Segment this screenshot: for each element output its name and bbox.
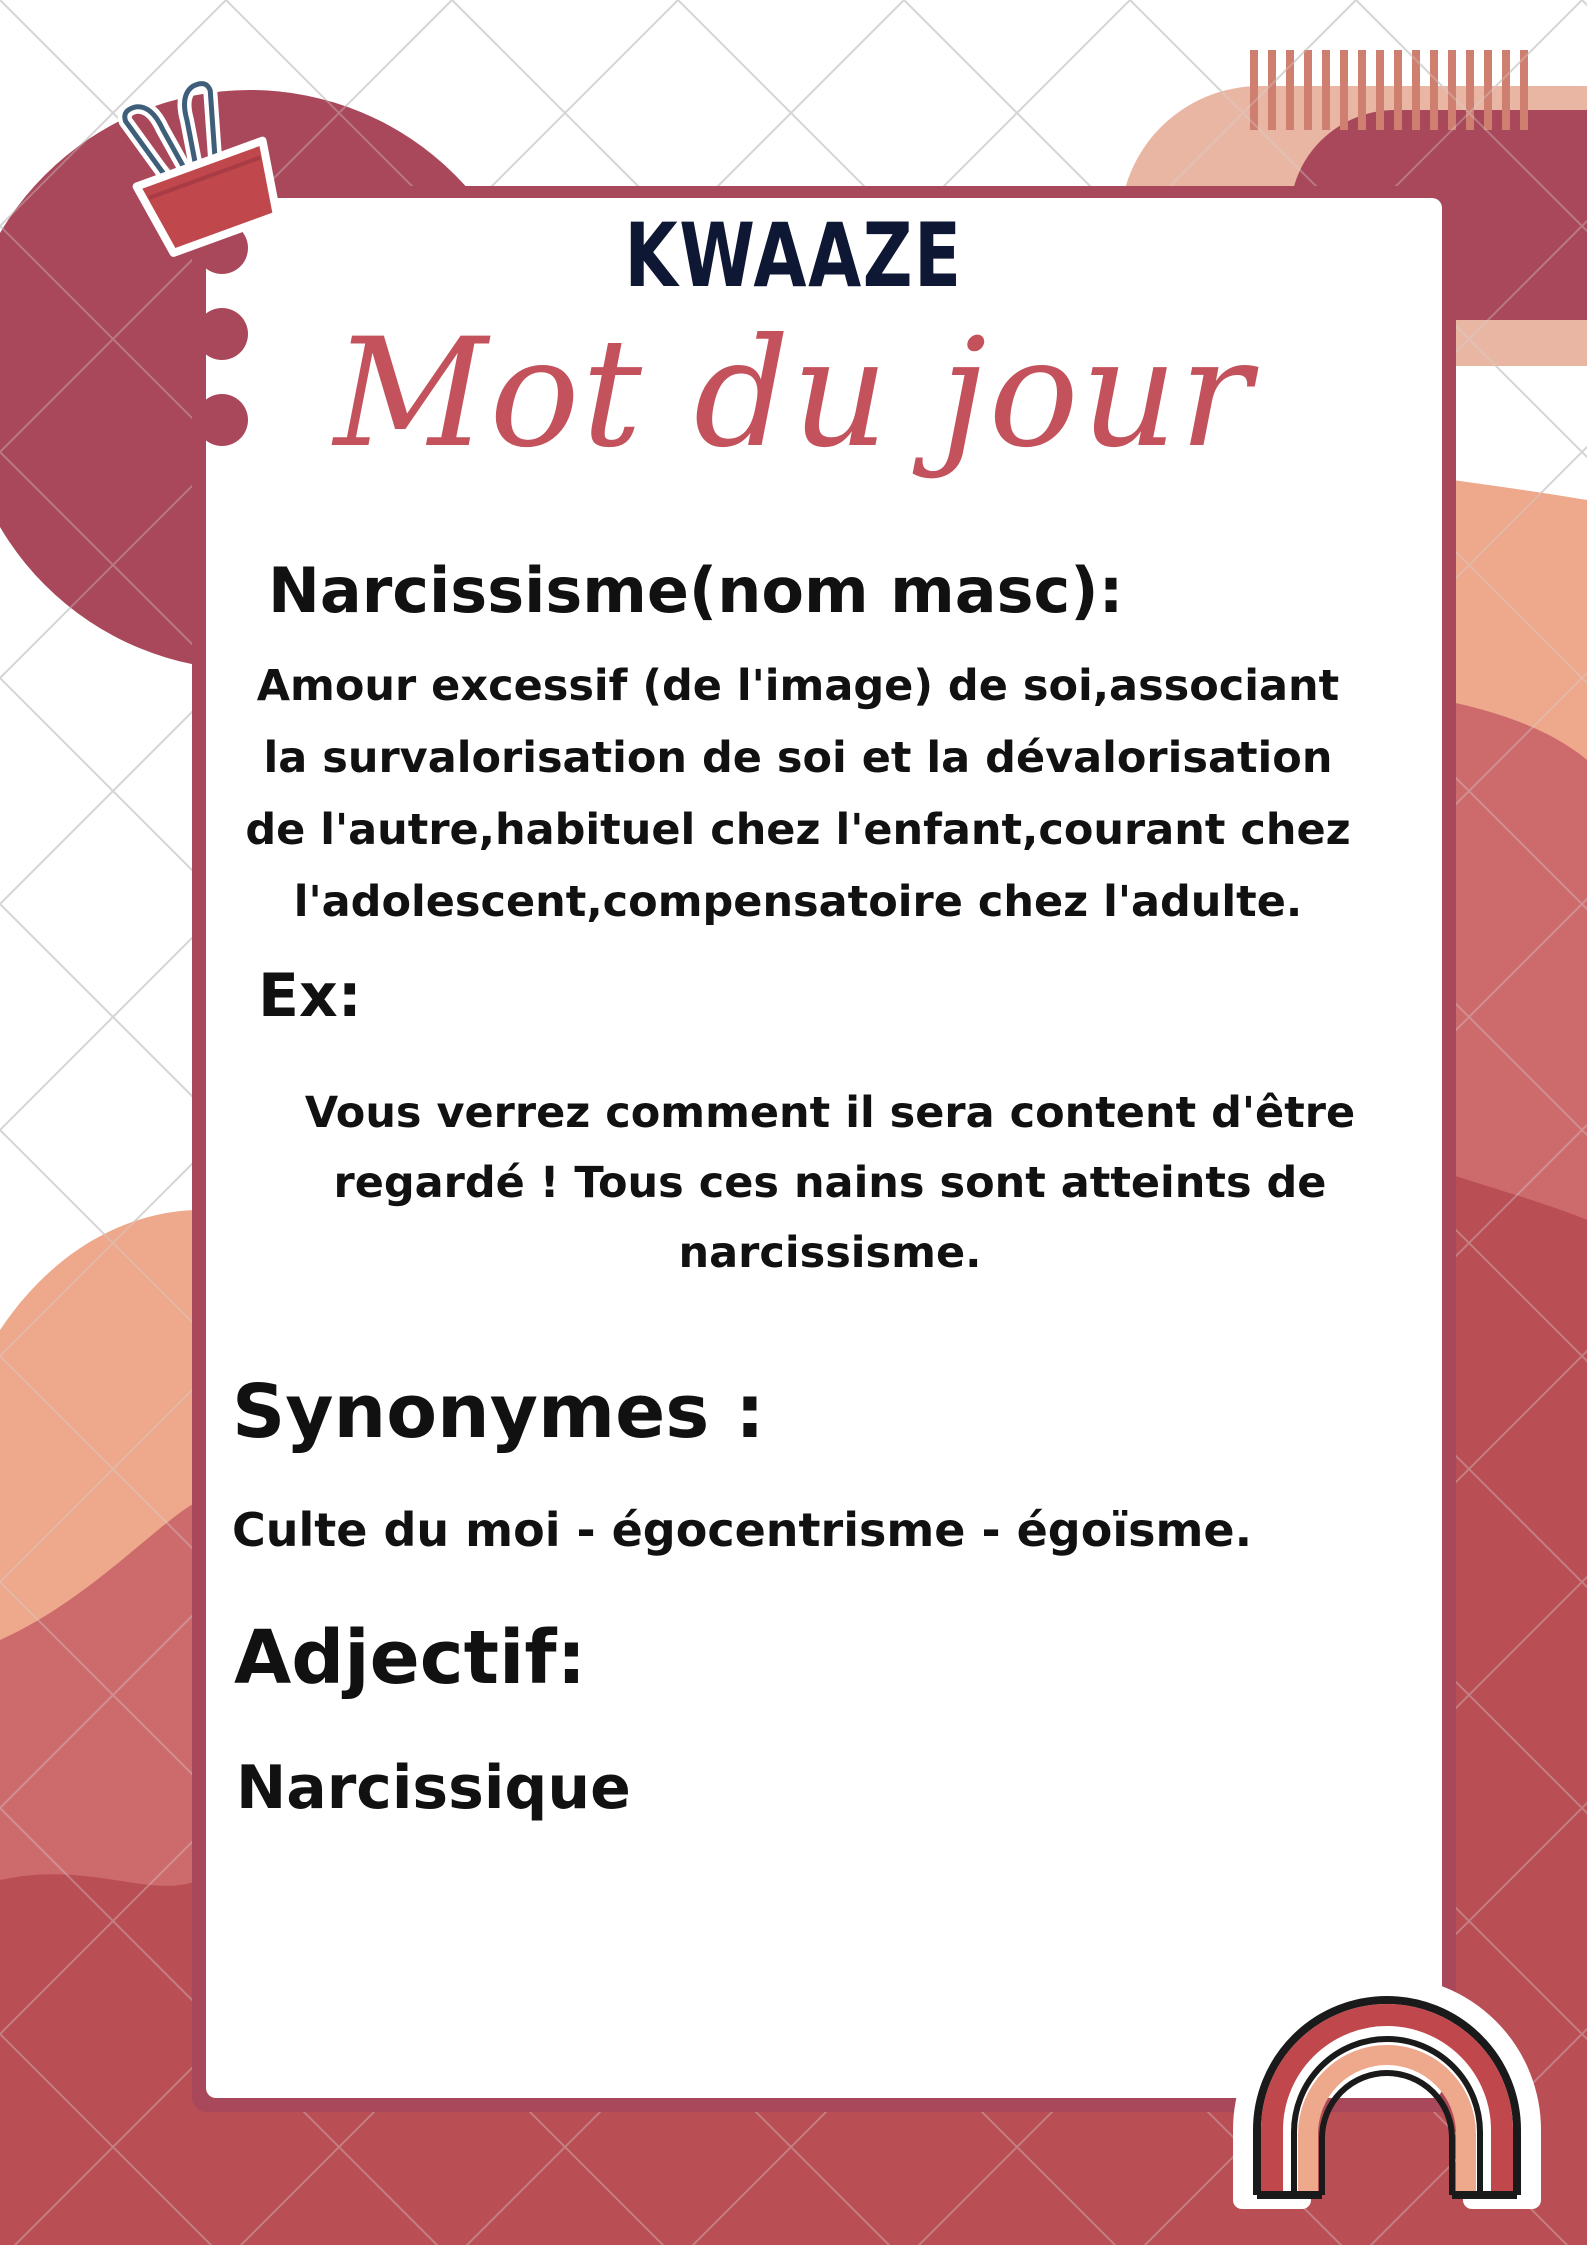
definition-text: Amour excessif (de l'image) de soi,associant la survalorisation de soi et la dévalorisation de l'autre,habituel chez l'enfant,courant chez l'adolescent,compensatoire chez l'adulte. <box>245 661 1351 927</box>
example-label: Ex: <box>258 961 362 1031</box>
adjective-label: Adjectif: <box>234 1615 587 1701</box>
binder-clip-icon <box>108 78 298 258</box>
word-heading: Narcissisme(nom masc): <box>268 554 1124 627</box>
example-text: Vous verrez comment il sera content d'être regardé ! Tous ces nains sont atteints de narcissisme. <box>304 1088 1356 1278</box>
page-title: Mot du jour <box>333 307 1254 481</box>
synonyms-value: Culte du moi - égocentrisme - égoïsme. <box>232 1503 1253 1557</box>
rainbow-sticker-icon <box>1222 1970 1552 2210</box>
brand-name: KWAAZE <box>624 204 963 307</box>
adjective-value: Narcissique <box>236 1753 631 1823</box>
synonyms-label: Synonymes : <box>232 1369 765 1455</box>
